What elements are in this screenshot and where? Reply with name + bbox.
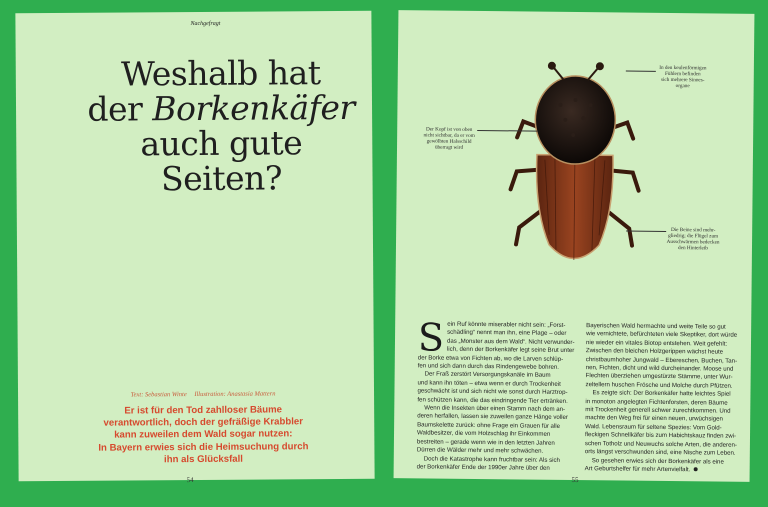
teaser-line: verantwortlich, doch der gefräßige Krabbler	[103, 416, 303, 429]
right-page	[394, 10, 755, 485]
headline-line-3: auch gute Seiten?	[140, 123, 303, 199]
annotation-line: organe	[675, 83, 690, 90]
annotation-line: sich mehrere Sinnes-	[660, 76, 705, 84]
body-text-line: schädling“ nennt man ihn, eine Plage – oder	[447, 329, 567, 338]
headline	[76, 55, 367, 197]
body-text-line: Bayerischen Wald hermachte und weite Teile so gut	[586, 322, 726, 331]
body-text-line: fen und sich dann durch das Rindengewebe bohren.	[417, 362, 560, 371]
annotation-line: den Hinterleib	[678, 245, 708, 252]
body-text-line: Wenn die Insekten über einen Stamm nach dem an-	[424, 404, 566, 413]
body-text-line: So gesehen erwies sich der Borkenkäfer als eine	[591, 456, 724, 466]
body-text-line: Es zeigte sich: Der Borkenkäfer hatte leichtes Spiel	[592, 389, 731, 398]
body-text-line: der Borkenkäfer Ende der 1990er Jahre über den	[416, 463, 550, 472]
dropcap: S	[417, 315, 445, 360]
body-text-line: schen Totholz und Neuwuchs solche Arten, die anderen-	[584, 439, 737, 449]
body-text-line: wie vernichtete, befürchteten viele Skeptiker, dort würde	[586, 330, 738, 340]
page-number-right: 55	[571, 475, 579, 485]
body-text-line: in monoton angelegten Fichtenforsten, deren Bäume	[585, 397, 728, 407]
headline-line-2	[76, 87, 366, 129]
body-text-line: fleckigen Schnellkäfer bis zum Habichtskauz finden zwi-	[584, 431, 737, 440]
body-text-line: nen, Fichten, dicht und wild durcheinander. Moose und	[585, 364, 734, 373]
annotation-line: gewölbten Halsschild	[426, 138, 472, 145]
left-page	[15, 11, 374, 485]
headline-line-2-italic: Borkenkäfer	[152, 87, 355, 129]
body-text-line: lich, denn der Borkenkäfer legt seine Brut unter	[446, 345, 575, 355]
annotation-antennae	[648, 65, 718, 90]
teaser-line: kann zuweilen dem Wald sogar nutzen:	[114, 428, 293, 441]
body-text-line: Der Fraß zerstört Versorgungskanäle im Baum	[424, 370, 551, 380]
annotation-head	[414, 126, 484, 151]
body-text-line: Doch die Katastrophe kann fruchtbar sein: Als sich	[423, 454, 560, 464]
body-text-line: geschwächt ist und sich nicht wie sonst durch Harztrop-	[417, 387, 568, 397]
credit-illustration: Illustration: Anastasia Mattern	[194, 390, 276, 399]
column-1-lines	[417, 354, 568, 473]
body-text-line: mit Trockenheit generell schwer zurechtkommen. Und	[585, 406, 731, 415]
annotation-line: überragt wird	[434, 144, 464, 151]
teaser-line: In Bayern erwies sich die Heimsuchung durch	[98, 440, 309, 454]
headline-line-1: Weshalb hat	[120, 53, 321, 94]
teaser-line: ihn als Glücksfall	[163, 453, 243, 466]
end-mark-icon	[693, 468, 697, 472]
section-tag: Nachgefragt	[190, 20, 221, 28]
body-text-line: Baumskelette zurück: ohne Frage ein Grauen für alle	[417, 421, 561, 430]
headline-line-2-pre: der	[87, 89, 153, 129]
body-text-line: das „Monster aus dem Wald“. Nicht verwunder-	[447, 337, 575, 346]
annotation-line: nicht sichtbar, da er vom	[423, 132, 475, 139]
body-text-line: der Borke etwa von Fichten ab, wo die Larven schlüp-	[417, 353, 564, 363]
article-column-2	[585, 322, 737, 475]
annotation-line: Die Beine sind mehr-	[670, 227, 716, 234]
annotation-legs	[658, 227, 728, 252]
body-text-line: und kann ihn töten – etwa wenn er durch Trockenheit	[417, 379, 561, 388]
body-text-line: deren herfallen, lassen sie zuweilen ganze Hänge voller	[417, 412, 568, 422]
article-body	[416, 315, 738, 475]
body-text-line: Zwischen den bleichen Holzgerippen wächst heute	[585, 347, 724, 356]
credit-text: Text: Sebastian Winte	[130, 391, 187, 399]
annotation-line: Der Kopf ist von oben	[425, 126, 473, 133]
annotation-line: gliedrig; die Flügel zum	[668, 232, 719, 240]
bark-beetle-icon	[504, 59, 646, 275]
body-text-line: orts längst verschwunden sind, eine Nische zum Leben.	[584, 448, 736, 457]
body-text-line: ein Ruf könnte miserabler nicht sein: „Forst-	[447, 320, 566, 329]
body-text-line: christbaumhoher Jungwald – Ebereschen, Buchen, Tan-	[585, 355, 738, 365]
body-text-line: fen schützen kann, die das eindringende Tier ertränken.	[417, 396, 568, 405]
teaser	[78, 404, 328, 467]
beetle-illustration	[504, 59, 646, 275]
body-text-line: machte den Weg frei für einen neuen, urwüchsigen	[585, 414, 723, 424]
body-text-line: Waldbesitzer, die vom Holzschlag ihr Einkommen	[416, 429, 551, 439]
body-text-line: bestreiten – gerade wenn wie in den letzten Jahren	[416, 438, 555, 447]
article-column-1	[416, 315, 575, 473]
body-text-line: Art Geburtshelfer für mehr Artenvielfalt.	[585, 465, 735, 475]
body-text-line: nie wieder ein vitales Biotop entstehen. Weit gefehlt:	[585, 338, 728, 348]
annotation-line: In den keulenförmigen	[659, 64, 707, 72]
page-number-left: 54	[186, 476, 194, 485]
teaser-line: Er ist für den Tod zahlloser Bäume	[124, 404, 282, 417]
body-text-line: Wald. Lebensraum für seltene Spezies: Vom Gold-	[585, 423, 722, 432]
annotation-line: Ausschwärmen bedecken	[666, 238, 720, 246]
body-text-line: Flechten überziehen umgestürzte Stämme, unter Wur-	[585, 372, 733, 382]
body-text-line: Dürren die Wälder mehr und mehr schwächen.	[416, 446, 544, 455]
annotation-line: Fühlern befinden	[664, 70, 701, 78]
credits	[58, 390, 348, 399]
body-text-line: zeltellern huschen Frösche und Molche durch Pfützen.	[585, 380, 733, 390]
